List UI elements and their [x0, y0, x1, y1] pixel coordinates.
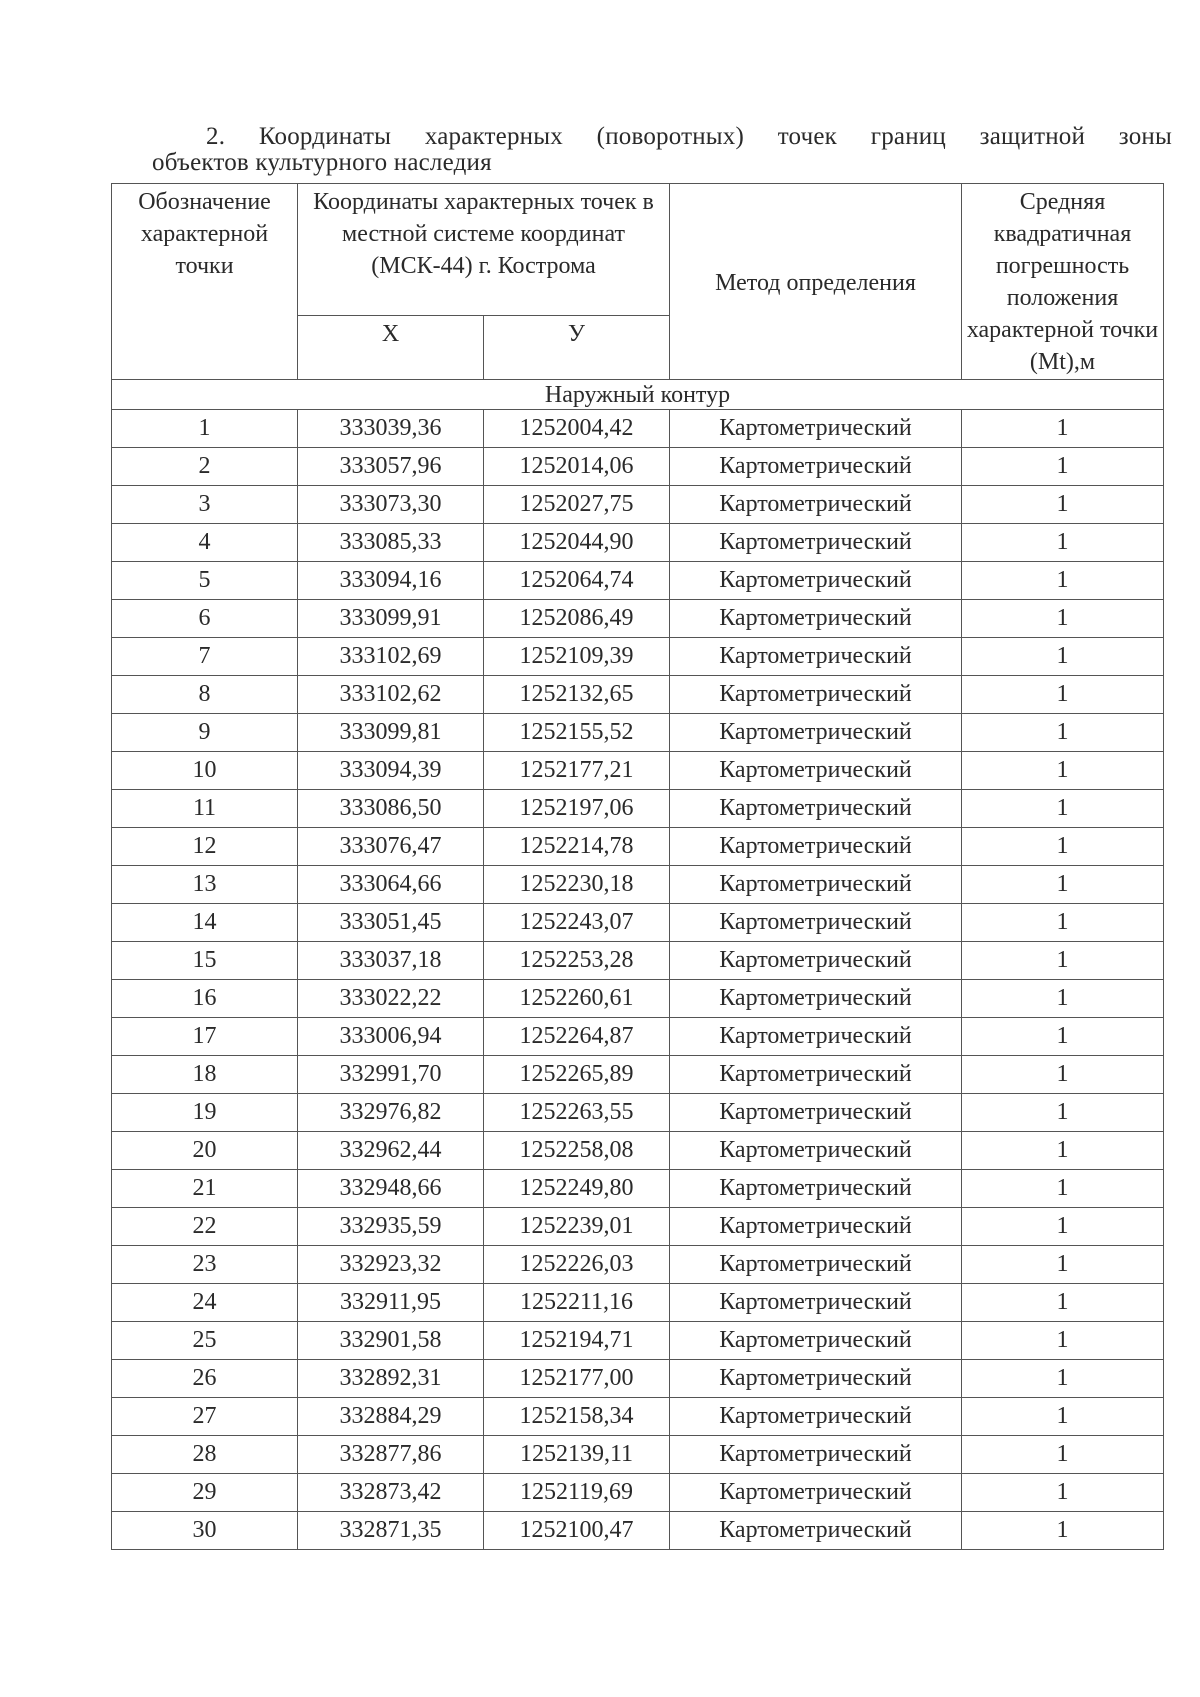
table-row	[112, 562, 1164, 600]
y-coordinate-cell: 1252086,49	[484, 600, 670, 638]
x-coordinate-cell: 333099,81	[298, 714, 484, 752]
y-coordinate-cell: 1252226,03	[484, 1246, 670, 1284]
method-cell: Картометрический	[670, 714, 962, 752]
point-number-cell: 14	[112, 904, 298, 942]
x-coordinate-cell: 333039,36	[298, 410, 484, 448]
x-coordinate-cell: 332976,82	[298, 1094, 484, 1132]
method-cell: Картометрический	[670, 1360, 962, 1398]
error-value-cell: 1	[962, 676, 1164, 714]
point-number-cell: 19	[112, 1094, 298, 1132]
point-number-cell: 13	[112, 866, 298, 904]
point-number-cell: 4	[112, 524, 298, 562]
point-number-cell: 28	[112, 1436, 298, 1474]
point-number-cell: 8	[112, 676, 298, 714]
y-coordinate-cell: 1252139,11	[484, 1436, 670, 1474]
error-value-cell: 1	[962, 1360, 1164, 1398]
x-coordinate-cell: 332884,29	[298, 1398, 484, 1436]
error-value-cell: 1	[962, 828, 1164, 866]
heading-line-1: 2. Координаты характерных (поворотных) точек границ защитной зоны	[206, 123, 1172, 150]
error-value-cell: 1	[962, 410, 1164, 448]
x-coordinate-cell: 332892,31	[298, 1360, 484, 1398]
table-row	[112, 1132, 1164, 1170]
table-row	[112, 1170, 1164, 1208]
table-row	[112, 1284, 1164, 1322]
method-cell: Картометрический	[670, 524, 962, 562]
y-coordinate-cell: 1252004,42	[484, 410, 670, 448]
y-coordinate-cell: 1252211,16	[484, 1284, 670, 1322]
table-row	[112, 752, 1164, 790]
header-coordinates: Координаты характерных точек в местной системе координат (МСК-44) г. Кострома	[298, 184, 670, 316]
table-body	[112, 380, 1164, 1550]
x-coordinate-cell: 333006,94	[298, 1018, 484, 1056]
table-row	[112, 1512, 1164, 1550]
point-number-cell: 12	[112, 828, 298, 866]
y-coordinate-cell: 1252155,52	[484, 714, 670, 752]
error-value-cell: 1	[962, 1398, 1164, 1436]
table-row	[112, 676, 1164, 714]
error-value-cell: 1	[962, 1284, 1164, 1322]
point-number-cell: 27	[112, 1398, 298, 1436]
y-coordinate-cell: 1252263,55	[484, 1094, 670, 1132]
method-cell: Картометрический	[670, 600, 962, 638]
table-row	[112, 904, 1164, 942]
x-coordinate-cell: 333102,62	[298, 676, 484, 714]
point-number-cell: 2	[112, 448, 298, 486]
x-coordinate-cell: 332873,42	[298, 1474, 484, 1512]
x-coordinate-cell: 332962,44	[298, 1132, 484, 1170]
error-value-cell: 1	[962, 1170, 1164, 1208]
x-coordinate-cell: 333051,45	[298, 904, 484, 942]
table-row	[112, 1246, 1164, 1284]
error-value-cell: 1	[962, 1436, 1164, 1474]
point-number-cell: 15	[112, 942, 298, 980]
method-cell: Картометрический	[670, 828, 962, 866]
y-coordinate-cell: 1252064,74	[484, 562, 670, 600]
point-number-cell: 9	[112, 714, 298, 752]
point-number-cell: 24	[112, 1284, 298, 1322]
error-value-cell: 1	[962, 448, 1164, 486]
y-coordinate-cell: 1252260,61	[484, 980, 670, 1018]
section-outer-contour: Наружный контур	[112, 380, 1164, 410]
point-number-cell: 29	[112, 1474, 298, 1512]
table-row	[112, 790, 1164, 828]
error-value-cell: 1	[962, 714, 1164, 752]
table-row	[112, 1056, 1164, 1094]
x-coordinate-cell: 333037,18	[298, 942, 484, 980]
error-value-cell: 1	[962, 1322, 1164, 1360]
y-coordinate-cell: 1252264,87	[484, 1018, 670, 1056]
error-value-cell: 1	[962, 752, 1164, 790]
x-coordinate-cell: 332948,66	[298, 1170, 484, 1208]
error-value-cell: 1	[962, 600, 1164, 638]
y-coordinate-cell: 1252243,07	[484, 904, 670, 942]
method-cell: Картометрический	[670, 486, 962, 524]
table-row	[112, 942, 1164, 980]
header-y: У	[484, 316, 670, 380]
method-cell: Картометрический	[670, 1018, 962, 1056]
method-cell: Картометрический	[670, 980, 962, 1018]
y-coordinate-cell: 1252258,08	[484, 1132, 670, 1170]
method-cell: Картометрический	[670, 1132, 962, 1170]
x-coordinate-cell: 332871,35	[298, 1512, 484, 1550]
point-number-cell: 16	[112, 980, 298, 1018]
method-cell: Картометрический	[670, 1398, 962, 1436]
method-cell: Картометрический	[670, 1170, 962, 1208]
heading-line-2: объектов культурного наследия	[152, 149, 492, 176]
method-cell: Картометрический	[670, 866, 962, 904]
table-row	[112, 1322, 1164, 1360]
y-coordinate-cell: 1252109,39	[484, 638, 670, 676]
table-row	[112, 1018, 1164, 1056]
y-coordinate-cell: 1252230,18	[484, 866, 670, 904]
x-coordinate-cell: 333064,66	[298, 866, 484, 904]
y-coordinate-cell: 1252239,01	[484, 1208, 670, 1246]
y-coordinate-cell: 1252132,65	[484, 676, 670, 714]
table-row	[112, 486, 1164, 524]
error-value-cell: 1	[962, 638, 1164, 676]
x-coordinate-cell: 333094,16	[298, 562, 484, 600]
x-coordinate-cell: 332935,59	[298, 1208, 484, 1246]
method-cell: Картометрический	[670, 562, 962, 600]
point-number-cell: 11	[112, 790, 298, 828]
x-coordinate-cell: 333076,47	[298, 828, 484, 866]
method-cell: Картометрический	[670, 1056, 962, 1094]
x-coordinate-cell: 333086,50	[298, 790, 484, 828]
error-value-cell: 1	[962, 1056, 1164, 1094]
point-number-cell: 7	[112, 638, 298, 676]
y-coordinate-cell: 1252158,34	[484, 1398, 670, 1436]
error-value-cell: 1	[962, 942, 1164, 980]
y-coordinate-cell: 1252119,69	[484, 1474, 670, 1512]
x-coordinate-cell: 333085,33	[298, 524, 484, 562]
header-point-designation: Обозначение характерной точки	[112, 184, 298, 380]
point-number-cell: 3	[112, 486, 298, 524]
error-value-cell: 1	[962, 1474, 1164, 1512]
y-coordinate-cell: 1252014,06	[484, 448, 670, 486]
table-row	[112, 1436, 1164, 1474]
table-row	[112, 600, 1164, 638]
point-number-cell: 6	[112, 600, 298, 638]
y-coordinate-cell: 1252177,00	[484, 1360, 670, 1398]
method-cell: Картометрический	[670, 1208, 962, 1246]
y-coordinate-cell: 1252027,75	[484, 486, 670, 524]
point-number-cell: 1	[112, 410, 298, 448]
point-number-cell: 23	[112, 1246, 298, 1284]
x-coordinate-cell: 332923,32	[298, 1246, 484, 1284]
method-cell: Картометрический	[670, 410, 962, 448]
error-value-cell: 1	[962, 1094, 1164, 1132]
point-number-cell: 26	[112, 1360, 298, 1398]
error-value-cell: 1	[962, 486, 1164, 524]
header-mean-square-error: Средняя квадратичная погрешность положения характерной точки (Mt),м	[962, 184, 1164, 380]
point-number-cell: 21	[112, 1170, 298, 1208]
table-row	[112, 410, 1164, 448]
method-cell: Картометрический	[670, 1322, 962, 1360]
point-number-cell: 20	[112, 1132, 298, 1170]
error-value-cell: 1	[962, 562, 1164, 600]
y-coordinate-cell: 1252214,78	[484, 828, 670, 866]
y-coordinate-cell: 1252249,80	[484, 1170, 670, 1208]
method-cell: Картометрический	[670, 904, 962, 942]
point-number-cell: 5	[112, 562, 298, 600]
point-number-cell: 18	[112, 1056, 298, 1094]
error-value-cell: 1	[962, 1246, 1164, 1284]
error-value-cell: 1	[962, 790, 1164, 828]
y-coordinate-cell: 1252197,06	[484, 790, 670, 828]
table-row	[112, 1398, 1164, 1436]
x-coordinate-cell: 333102,69	[298, 638, 484, 676]
coordinates-table	[111, 183, 1164, 1550]
table-row	[112, 866, 1164, 904]
table-row	[112, 524, 1164, 562]
table-row	[112, 1474, 1164, 1512]
table-header	[112, 184, 1164, 380]
x-coordinate-cell: 332877,86	[298, 1436, 484, 1474]
method-cell: Картометрический	[670, 752, 962, 790]
point-number-cell: 30	[112, 1512, 298, 1550]
method-cell: Картометрический	[670, 1512, 962, 1550]
method-cell: Картометрический	[670, 942, 962, 980]
method-cell: Картометрический	[670, 1284, 962, 1322]
error-value-cell: 1	[962, 866, 1164, 904]
header-x: Х	[298, 316, 484, 380]
error-value-cell: 1	[962, 1512, 1164, 1550]
x-coordinate-cell: 332991,70	[298, 1056, 484, 1094]
method-cell: Картометрический	[670, 448, 962, 486]
x-coordinate-cell: 333099,91	[298, 600, 484, 638]
x-coordinate-cell: 332911,95	[298, 1284, 484, 1322]
error-value-cell: 1	[962, 980, 1164, 1018]
x-coordinate-cell: 332901,58	[298, 1322, 484, 1360]
point-number-cell: 10	[112, 752, 298, 790]
point-number-cell: 25	[112, 1322, 298, 1360]
error-value-cell: 1	[962, 904, 1164, 942]
point-number-cell: 22	[112, 1208, 298, 1246]
y-coordinate-cell: 1252100,47	[484, 1512, 670, 1550]
method-cell: Картометрический	[670, 790, 962, 828]
method-cell: Картометрический	[670, 638, 962, 676]
table-row	[112, 1360, 1164, 1398]
method-cell: Картометрический	[670, 1094, 962, 1132]
y-coordinate-cell: 1252194,71	[484, 1322, 670, 1360]
header-method: Метод определения	[670, 184, 962, 380]
x-coordinate-cell: 333057,96	[298, 448, 484, 486]
x-coordinate-cell: 333094,39	[298, 752, 484, 790]
method-cell: Картометрический	[670, 1474, 962, 1512]
table-row	[112, 980, 1164, 1018]
error-value-cell: 1	[962, 1018, 1164, 1056]
y-coordinate-cell: 1252177,21	[484, 752, 670, 790]
method-cell: Картометрический	[670, 1436, 962, 1474]
method-cell: Картометрический	[670, 1246, 962, 1284]
y-coordinate-cell: 1252253,28	[484, 942, 670, 980]
error-value-cell: 1	[962, 524, 1164, 562]
error-value-cell: 1	[962, 1132, 1164, 1170]
x-coordinate-cell: 333022,22	[298, 980, 484, 1018]
x-coordinate-cell: 333073,30	[298, 486, 484, 524]
document-heading	[152, 122, 1172, 178]
y-coordinate-cell: 1252044,90	[484, 524, 670, 562]
error-value-cell: 1	[962, 1208, 1164, 1246]
table-row	[112, 828, 1164, 866]
table-row	[112, 714, 1164, 752]
table-row	[112, 638, 1164, 676]
point-number-cell: 17	[112, 1018, 298, 1056]
y-coordinate-cell: 1252265,89	[484, 1056, 670, 1094]
method-cell: Картометрический	[670, 676, 962, 714]
table-row	[112, 1208, 1164, 1246]
table-row	[112, 448, 1164, 486]
table-row	[112, 1094, 1164, 1132]
